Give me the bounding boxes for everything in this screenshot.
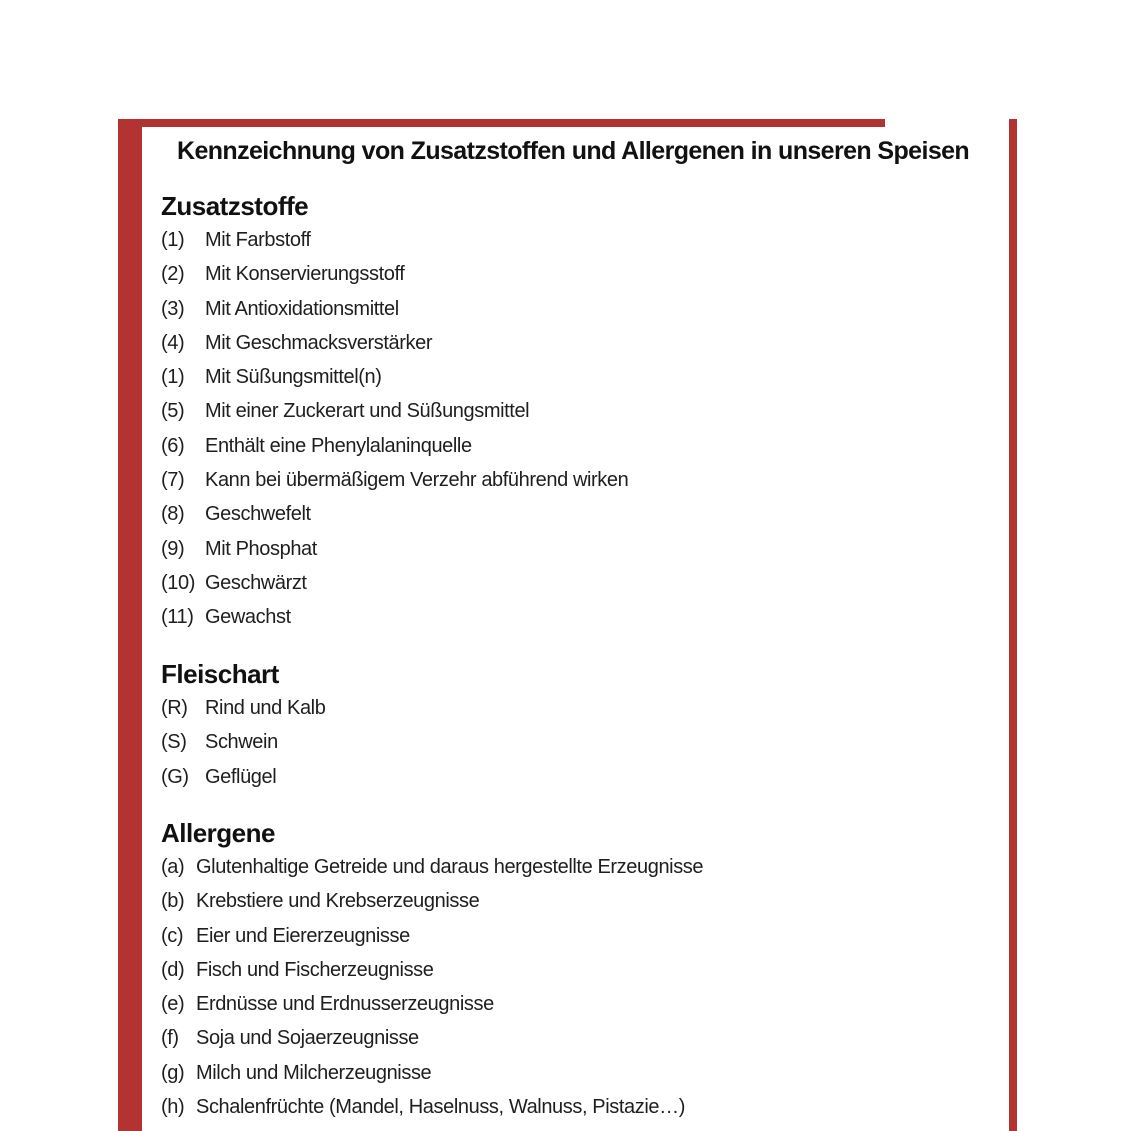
section-allergene xyxy=(161,816,703,1124)
item-text: Geflügel xyxy=(205,765,277,788)
item-code: (b) xyxy=(161,890,185,913)
item-code: (R) xyxy=(161,697,188,719)
list-item xyxy=(161,725,325,759)
list-item xyxy=(161,600,628,634)
item-code: (d) xyxy=(161,958,185,981)
item-text: Krebstiere und Krebserzeugnisse xyxy=(196,890,480,913)
item-text: Mit Farbstoff xyxy=(205,229,311,251)
zusatzstoffe-list xyxy=(161,223,628,635)
section-heading: Zusatzstoffe xyxy=(161,191,309,221)
fleischart-list xyxy=(161,691,325,794)
frame-top-bar xyxy=(118,119,885,127)
list-item xyxy=(161,326,628,360)
item-text: Kann bei übermäßigem Verzehr abführend wirken xyxy=(205,469,629,492)
item-code: (11) xyxy=(161,606,194,629)
section-fleischart xyxy=(161,657,325,794)
item-text: Mit Geschmacksverstärker xyxy=(205,331,433,354)
item-code: (4) xyxy=(161,331,185,354)
item-text: Eier und Eiererzeugnisse xyxy=(196,924,410,947)
list-item xyxy=(161,760,325,794)
list-item xyxy=(161,463,628,497)
item-text: Schwein xyxy=(205,731,278,754)
item-code: (1) xyxy=(161,229,185,251)
item-text: Mit einer Zuckerart und Süßungsmittel xyxy=(205,400,530,423)
item-text: Schalenfrüchte (Mandel, Haselnuss, Walnuss, Pistazie…) xyxy=(196,1096,685,1119)
list-item xyxy=(161,1056,703,1090)
item-text: Geschwärzt xyxy=(205,571,307,594)
list-item xyxy=(161,394,628,428)
page-title: Kennzeichnung von Zusatzstoffen und Allergenen in unseren Speisen xyxy=(177,137,970,165)
item-text: Enthält eine Phenylalaninquelle xyxy=(205,434,472,457)
allergene-list xyxy=(161,850,703,1124)
item-text: Geschwefelt xyxy=(205,503,311,526)
list-item xyxy=(161,429,628,463)
list-item xyxy=(161,691,325,725)
item-code: (e) xyxy=(161,993,185,1016)
item-code: (3) xyxy=(161,297,185,320)
frame-right-bar xyxy=(1009,119,1017,1131)
section-zusatzstoffe xyxy=(161,189,628,635)
section-heading: Fleischart xyxy=(161,659,279,689)
item-text: Mit Phosphat xyxy=(205,537,317,560)
item-text: Mit Antioxidationsmittel xyxy=(205,297,399,320)
list-item xyxy=(161,257,628,291)
item-code: (9) xyxy=(161,537,185,560)
list-item xyxy=(161,1021,703,1055)
item-code: (10) xyxy=(161,571,195,594)
item-code: (c) xyxy=(161,924,184,947)
list-item xyxy=(161,884,703,918)
item-code: (a) xyxy=(161,856,185,878)
item-code: (h) xyxy=(161,1096,185,1119)
item-code: (1) xyxy=(161,366,185,389)
item-text: Gewachst xyxy=(205,606,291,629)
list-item xyxy=(161,497,628,531)
list-item xyxy=(161,292,628,326)
item-text: Rind und Kalb xyxy=(205,697,326,719)
item-code: (6) xyxy=(161,434,185,457)
item-code: (f) xyxy=(161,1027,179,1050)
item-code: (G) xyxy=(161,765,189,788)
list-item xyxy=(161,360,628,394)
list-item xyxy=(161,953,703,987)
item-code: (2) xyxy=(161,263,185,286)
item-code: (5) xyxy=(161,400,185,423)
item-code: (8) xyxy=(161,503,185,526)
item-text: Mit Konservierungsstoff xyxy=(205,263,405,286)
list-item xyxy=(161,987,703,1021)
list-item xyxy=(161,566,628,600)
frame-left-bar xyxy=(118,119,142,1131)
item-text: Soja und Sojaerzeugnisse xyxy=(196,1027,419,1050)
item-text: Glutenhaltige Getreide und daraus hergestellte Erzeugnisse xyxy=(196,856,704,878)
section-heading: Allergene xyxy=(161,818,275,848)
list-item xyxy=(161,1090,703,1124)
list-item xyxy=(161,223,628,257)
item-text: Mit Süßungsmittel(n) xyxy=(205,366,382,389)
item-text: Erdnüsse und Erdnusserzeugnisse xyxy=(196,993,494,1016)
list-item xyxy=(161,532,628,566)
item-code: (7) xyxy=(161,469,185,492)
item-text: Fisch und Fischerzeugnisse xyxy=(196,958,434,981)
item-code: (g) xyxy=(161,1061,185,1084)
list-item xyxy=(161,850,703,884)
item-text: Milch und Milcherzeugnisse xyxy=(196,1061,432,1084)
item-code: (S) xyxy=(161,731,187,754)
list-item xyxy=(161,919,703,953)
